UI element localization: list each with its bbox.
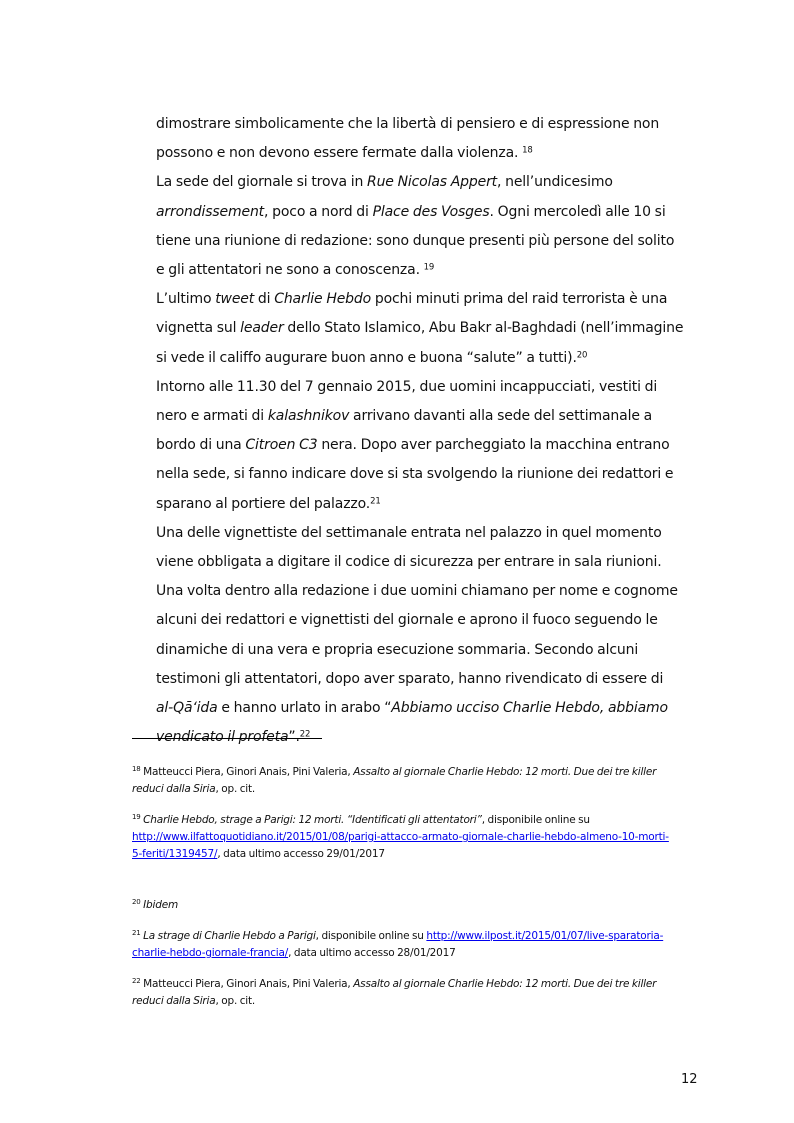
footnote-separator <box>132 738 322 739</box>
footnote-20: $^{20}$ Ibidem <box>132 897 178 911</box>
page-number: 12 <box>681 1072 698 1087</box>
footnote-22: $^{22}$ Matteucci Piera, Ginori Anais, Pini Valeria, Assalto al giornale Charlie Hebdo: 12 morti. Due dei tre killer reduci dalla Siria, op. cit. <box>132 976 657 1007</box>
footnote-ref-20[interactable]: 20 <box>576 349 588 360</box>
paragraph-5: Una delle vignettiste del settimanale entrata nel palazzo in quel momento viene obbligata a digitare il codice di sicurezza per entrare in sala riunioni. Una volta dentro alla redazione i due uomini chiamano per nome e cognome alcuni dei redattori e vignettisti del giornale e aprono il fuoco seguendo le dinamiche di una vera e propria esecuzione sommaria. Secondo alcuni testimoni gli attentatori, dopo aver sparato, hanno rivendicato di essere di al-Qā‘ida e hanno urlato in arabo “Abbiamo ucciso Charlie Hebdo, abbiamo vendicato il profeta”.$^{22}$ <box>156 524 678 746</box>
footnote-19: $^{19}$ Charlie Hebdo, strage a Parigi: 12 morti. “Identificati gli attentatori”, disponibile online su http://www.ilfattoquotidiano.it/2015/01/08/parigi-attacco-armato-giornale-charlie-hebdo-almeno-10-morti-5-feriti/1319457/, data ultimo accesso 29/01/2017 <box>132 812 669 860</box>
footnote-ref-22[interactable]: 22 <box>299 729 311 740</box>
footnote-19-link[interactable]: http://www.ilfattoquotidiano.it/2015/01/08/parigi-attacco-armato-giornale-charlie-hebdo-almeno-10-morti-5-feriti/1319457/ <box>132 831 669 860</box>
footnote-21-link[interactable]: http://www.ilpost.it/2015/01/07/live-sparatoria-charlie-hebdo-giornale-francia/ <box>132 930 664 959</box>
footnote-ref-18[interactable]: 18 <box>522 145 533 156</box>
footnote-ref-19[interactable]: 19 <box>423 262 435 273</box>
main-text <box>156 110 684 752</box>
footnote-18: $^{18}$ Matteucci Piera, Ginori Anais, Pini Valeria, Assalto al giornale Charlie Hebdo: 12 morti. Due dei tre killer reduci dalla Siria, op. cit. <box>132 764 657 795</box>
footnotes <box>132 764 677 1024</box>
footnote-21: $^{21}$ La strage di Charlie Hebdo a Parigi, disponibile online su http://www.ilpost.it/2015/01/07/live-sparatoria-charlie-hebdo-giornale-francia/, data ultimo accesso 28/01/2017 <box>132 928 664 959</box>
paragraph-2: La sede del giornale si trova in Rue Nicolas Appert, nell’undicesimo arrondissement, poco a nord di Place des Vosges. Ogni mercoledì alle 10 si tiene una riunione di redazione: sono dunque presenti più persone del solito e gli attentatori ne sono a conoscenza. $^{19}$ <box>156 174 675 279</box>
paragraph-1: dimostrare simbolicamente che la libertà di pensiero e di espressione non possono e non devono essere fermate dalla violenza. $^{18}$ <box>156 116 660 162</box>
footnote-ref-21[interactable]: 21 <box>370 495 381 506</box>
paragraph-4: Intorno alle 11.30 del 7 gennaio 2015, due uomini incappucciati, vestiti di nero e armati di kalashnikov arrivano davanti alla sede del settimanale a bordo di una Citroen C3 nera. Dopo aver parcheggiato la macchina entrano nella sede, si fanno indicare dove si sta svolgendo la riunione dei redattori e sparano al portiere del palazzo.$^{21}$ <box>156 378 674 512</box>
paragraph-3: L’ultimo tweet di Charlie Hebdo pochi minuti prima del raid terrorista è una vignetta sul leader dello Stato Islamico, Abu Bakr al-Baghdadi (nell’immagine si vede il califfo augurare buon anno e buona “salute” a tutti).$^{20}$ <box>156 291 684 366</box>
